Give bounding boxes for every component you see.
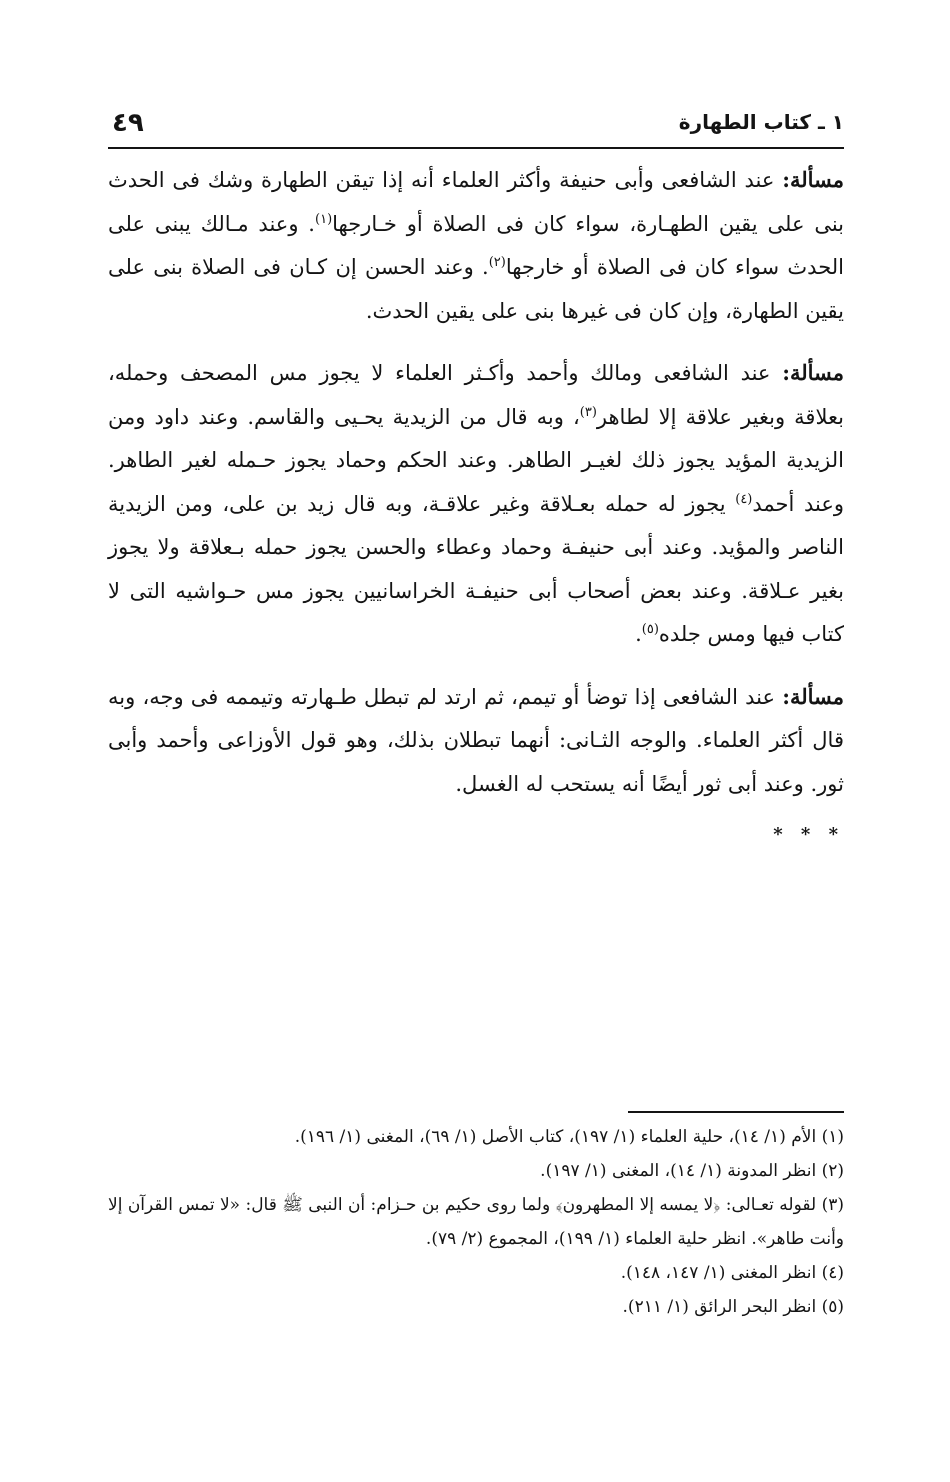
issue-label: مسألة: xyxy=(782,167,844,192)
paragraph-text: عند الشافعى ومالك وأحمد وأكـثر العلماء لا يجوز مس المصحف وحمله، بعلاقة وبغير علاقة إلا لطاهر xyxy=(108,361,844,429)
footnotes xyxy=(108,1120,844,1324)
body-text xyxy=(108,158,844,845)
paragraph-text: يجوز له حمله بعـلاقة وغير علاقـة، وبه قال زيد بن على، ومن الزيدية الناصر والمؤيد. وعند أبى حنيفـة وحماد وعطاء والحسن يجوز حمله بـعلاقة ولا يجوز بغير عـلاقة. وعند بعض أصحاب أبى حنيفـة الخراسانيين يجوز مس حـواشيه التى لا كتاب فيها ومس جلده xyxy=(108,491,844,646)
paragraph-text: ، وبه قال من الزيدية يحـيى والقاسم. وعند داود ومن الزيدية المؤيد يجوز ذلك لغيـر الطاهر. وعند الحكم وحماد يجوز حـمله لغير الطاهر. وعند أحمد xyxy=(108,404,844,516)
running-head xyxy=(108,108,844,144)
footnote-1: (١) الأم (١/ ١٤)، حلية العلماء (١/ ١٩٧)، كتاب الأصل (١/ ٦٩)، المغنى (١/ ١٩٦). xyxy=(294,1127,844,1147)
paragraph-text: . xyxy=(635,622,642,646)
footnote-2: (٢) انظر المدونة (١/ ١٤)، المغنى (١/ ١٩٧). xyxy=(540,1161,844,1181)
issue-label: مسألة: xyxy=(782,360,844,385)
paragraph-1 xyxy=(108,158,844,333)
footnote-4: (٤) انظر المغنى (١/ ١٤٧، ١٤٨). xyxy=(620,1263,844,1283)
footnote-ref: (٤) xyxy=(735,491,753,507)
footnote-5: (٥) انظر البحر الرائق (١/ ٢١١). xyxy=(622,1297,844,1317)
footnote-ref: (٢) xyxy=(488,255,506,270)
footnote-ref: (١) xyxy=(315,211,333,227)
footnote-rule xyxy=(628,1111,844,1113)
footnote-ref: (٣) xyxy=(579,404,597,420)
header-rule xyxy=(108,147,844,149)
footnote-ref: (٥) xyxy=(641,622,659,637)
chapter-title: ١ ـ كتاب الطهارة xyxy=(678,110,844,134)
paragraph-3 xyxy=(108,675,844,807)
paragraph-text: عند الشافعى وأبى حنيفة وأكثر العلماء أنه إذا تيقن الطهارة وشك فى الحدث بنى على يقين الطهـارة، سواء كان فى الصلاة أو خـارجها xyxy=(108,168,845,236)
paragraph-2 xyxy=(108,351,844,657)
issue-label: مسألة: xyxy=(782,683,844,709)
footnote-3: (٣) لقوله تعـالى: ﴿لا يمسه إلا المطهرون﴾ ولما روى حكيم بن حـزام: أن النبى ﷺ قال: «لا تمس القرآن إلا وأنت طاهر». انظر حلية العلماء (١/ ١٩٩)، المجموع (٢/ ٧٩). xyxy=(108,1195,844,1249)
paragraph-text: . وعند الحسن إن كـان فى الصلاة بنى على يقين الطهارة، وإن كان فى غيرها بنى على يقين الحدث. xyxy=(108,255,844,323)
paragraph-text: عند الشافعى إذا توضأ أو تيمم، ثم ارتد لم تبطل طـهارته وتيممه فى وجه، وبه قال أكثر العلماء. والوجه الثـانى: أنهما تبطلان بذلك، وهو قول الأوزاعى وأحمد وأبى ثور. وعند أبى ثور أيضًا أنه يستحب له الغسل. xyxy=(108,684,844,796)
paragraph-text: . وعند مـالك يبنى على الحدث سواء كان فى الصلاة أو خارجها xyxy=(108,211,844,279)
section-separator: * * * xyxy=(773,824,844,845)
page-number: ٤٩ xyxy=(112,108,144,138)
